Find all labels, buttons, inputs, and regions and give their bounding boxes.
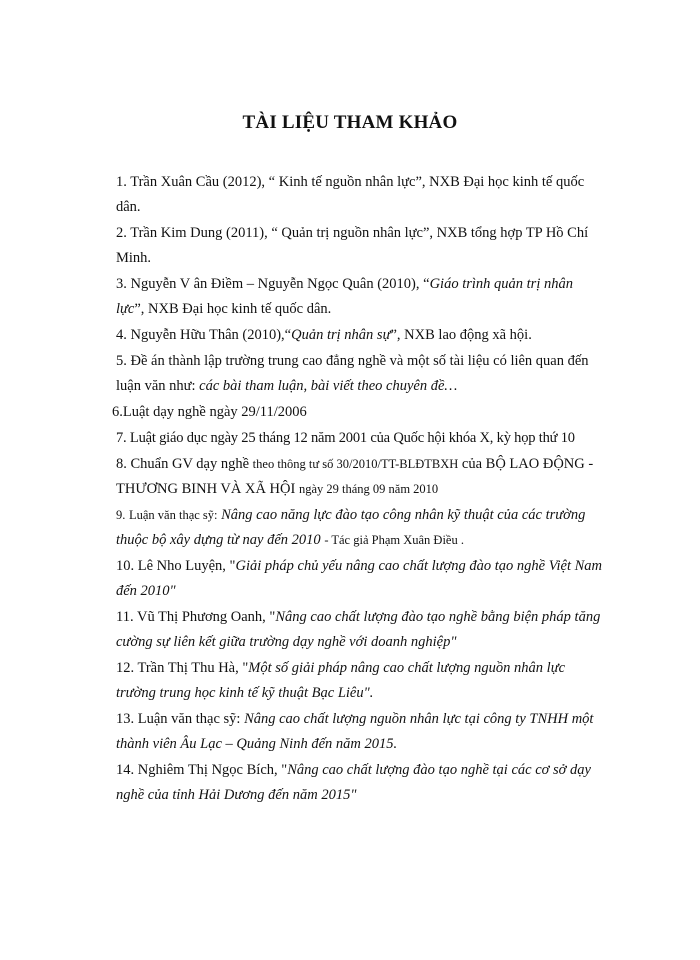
ref-text-cont: luận văn như:	[116, 378, 196, 394]
ref-title: Nâng cao chất lượng đào tạo nghề tại các cơ sở dạy	[287, 762, 591, 778]
ref-number: 11.	[116, 609, 134, 625]
ref-text: Luận văn thạc sỹ:	[137, 711, 241, 727]
reference-3	[116, 272, 636, 322]
ref-number: 14.	[116, 762, 135, 778]
reference-8	[116, 452, 636, 502]
ref-number: 9.	[116, 508, 126, 522]
ref-title-cont: nghề của tỉnh Hải Dương đến năm 2015"	[116, 787, 357, 803]
ref-number: 4.	[116, 327, 127, 343]
ref-circular: theo thông tư số 30/2010/TT-BLĐTBXH	[252, 457, 459, 471]
ref-title-cont: trường trung học kinh tế kỹ thuật Bạc Liêu".	[116, 685, 374, 701]
ref-text: Trần Thị Thu Hà, "	[137, 660, 249, 676]
ref-text: Lê Nho Luyện, "	[137, 558, 236, 574]
reference-5	[116, 349, 636, 399]
ref-text: Trần Xuân Cầu (2012), “ Kinh tế nguồn nhân lực”, NXB Đại học kinh tế quốc	[130, 174, 585, 190]
ref-text: Luận văn thạc sỹ:	[129, 508, 218, 522]
ref-title: Giáo trình quản trị nhân	[429, 276, 573, 292]
ref-number: 6.	[112, 404, 123, 420]
reference-13	[116, 707, 636, 757]
ref-title: Nâng cao chất lượng nguồn nhân lực tại công ty TNHH một	[244, 711, 594, 727]
ref-date: ngày 29 tháng 09 năm 2010	[298, 482, 439, 496]
ref-text: Trần Kim Dung (2011), “ Quản trị nguồn nhân lực”, NXB tổng hợp TP Hồ Chí	[130, 225, 589, 241]
ref-title: Giải pháp chủ yếu nâng cao chất lượng đào tạo nghề Việt Nam	[235, 558, 603, 574]
ref-title-cont: đến 2010"	[116, 583, 176, 599]
ref-text-cont: Minh.	[116, 250, 152, 266]
page-title: TÀI LIỆU THAM KHẢO	[242, 112, 458, 133]
ref-title-cont: thuộc bộ xây dựng từ nay đến 2010	[116, 532, 321, 548]
reference-12	[116, 656, 636, 706]
ref-title: Nâng cao chất lượng đào tạo nghề bằng biện pháp tăng	[275, 609, 601, 625]
reference-4	[116, 323, 636, 348]
reference-10	[116, 554, 636, 604]
ref-title: các bài tham luận, bài viết theo chuyên đề…	[199, 378, 458, 394]
reference-2	[116, 221, 636, 271]
ref-number: 2.	[116, 225, 127, 241]
ref-text: Luật dạy nghề ngày 29/11/2006	[122, 404, 307, 420]
ref-number: 5.	[116, 353, 127, 369]
reference-list	[112, 170, 636, 809]
ref-number: 8.	[116, 456, 127, 472]
ref-text: Nguyễn Hữu Thân (2010),“	[130, 327, 292, 343]
ref-publisher: ”, NXB lao động xã hội.	[390, 327, 532, 343]
ref-text: Nguyễn V ân Điềm – Nguyễn Ngọc Quân (2010), “	[130, 276, 430, 292]
ref-text: Luật giáo dục ngày 25 tháng 12 năm 2001 của Quốc hội khóa X, kỳ họp thứ 10	[129, 430, 575, 446]
ref-number: 10.	[116, 558, 135, 574]
ref-number: 13.	[116, 711, 135, 727]
ref-text: Chuẩn GV dạy nghề	[130, 456, 250, 472]
ref-text: Nghiêm Thị Ngọc Bích, "	[137, 762, 288, 778]
ref-ministry: của BỘ LAO ĐỘNG -	[461, 456, 594, 472]
ref-text-cont: dân.	[116, 199, 141, 215]
ref-title-cont: lực	[116, 301, 135, 317]
ref-author: - Tác giả Phạm Xuân Điều .	[324, 533, 464, 547]
reference-1	[116, 170, 636, 220]
ref-publisher: ”, NXB Đại học kinh tế quốc dân.	[134, 301, 332, 317]
ref-number: 12.	[116, 660, 135, 676]
ref-number: 3.	[116, 276, 127, 292]
reference-14	[116, 758, 636, 808]
ref-ministry-cont: THƯƠNG BINH VÀ XÃ HỘI	[116, 481, 296, 497]
ref-title: Một số giải pháp nâng cao chất lượng nguồn nhân lực	[248, 660, 566, 676]
reference-9	[116, 503, 636, 553]
ref-number: 1.	[116, 174, 127, 190]
ref-number: 7.	[116, 430, 127, 446]
ref-text: Vũ Thị Phương Oanh, "	[136, 609, 276, 625]
ref-title-cont: cường sự liên kết giữa trường dạy nghề với doanh nghiệp"	[116, 634, 457, 650]
ref-title: Quản trị nhân sự	[291, 327, 391, 343]
reference-7	[116, 426, 636, 451]
reference-11	[116, 605, 636, 655]
ref-text: Đề án thành lập trường trung cao đẳng nghề và một số tài liệu có liên quan đến	[130, 353, 589, 369]
ref-title-cont: thành viên Âu Lạc – Quảng Ninh đến năm 2015.	[116, 736, 398, 752]
ref-title: Nâng cao năng lực đào tạo công nhân kỹ thuật của các trường	[221, 507, 586, 523]
reference-6	[112, 400, 636, 425]
